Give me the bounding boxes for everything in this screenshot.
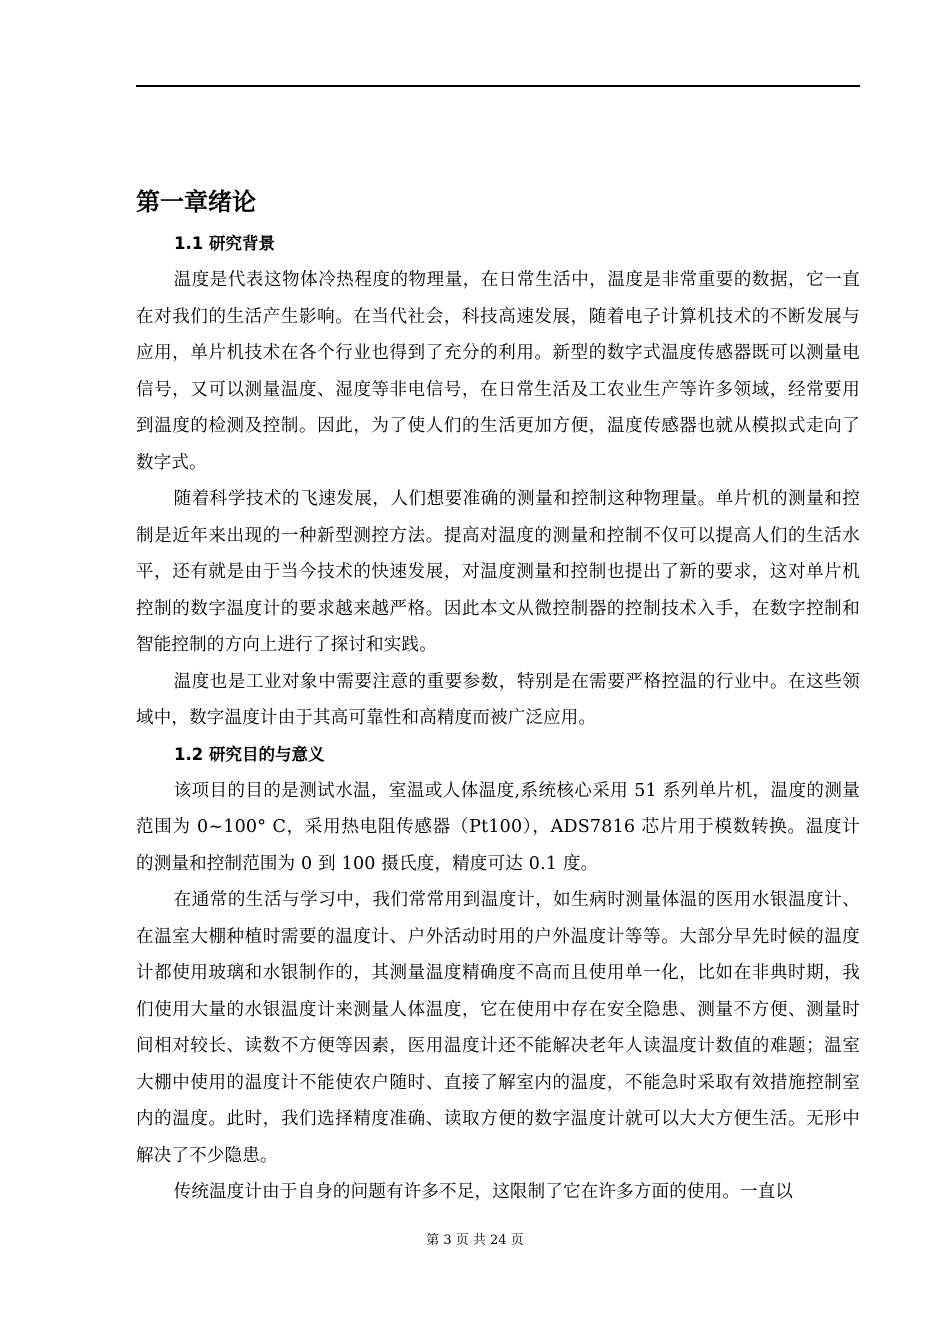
paragraph: 温度是代表这物体冷热程度的物理量，在日常生活中，温度是非常重要的数据，它一直在对我们的生活产生影响。在当代社会，科技高速发展，随着电子计算机技术的不断发展与应用，单片机技术在各个行业也得到了充分的利用。新型的数字式温度传感器既可以测量电信号，又可以测量温度、湿度等非电信号，在日常生活及工农业生产等许多领域，经常要用到温度的检测及控制。因此，为了使人们的生活更加方便，温度传感器也就从模拟式走向了数字式。 bbox=[136, 270, 860, 473]
paragraph: 传统温度计由于自身的问题有许多不足，这限制了它在许多方面的使用。一直以 bbox=[173, 1182, 794, 1202]
section-heading: 1.1 研究背景 bbox=[174, 234, 275, 253]
page-footer: 第 3 页 共 24 页 bbox=[426, 1233, 524, 1248]
chapter-title: 第一章绪论 bbox=[136, 188, 256, 216]
paragraph: 在通常的生活与学习中，我们常常用到温度计，如生病时测量体温的医用水银温度计、在温室大棚种植时需要的温度计、户外活动时用的户外温度计等等。大部分早先时候的温度计都使用玻璃和水银制作的，其测量温度精确度不高而且使用单一化，比如在非典时期，我们使用大量的水银温度计来测量人体温度，它在使用中存在安全隐患、测量不方便、测量时间相对较长、读数不方便等因素，医用温度计还不能解决老年人读温度计数值的难题；温室大棚中使用的温度计不能使农户随时、直接了解室内的温度，不能急时采取有效措施控制室内的温度。此时，我们选择精度准确、读取方便的数字温度计就可以大大方便生活。无形中解决了不少隐患。 bbox=[136, 890, 860, 1166]
page-body bbox=[136, 184, 860, 1211]
paragraph: 随着科学技术的飞速发展，人们想要准确的测量和控制这种物理量。单片机的测量和控制是近年来出现的一种新型测控方法。提高对温度的测量和控制不仅可以提高人们的生活水平，还有就是由于当今技术的快速发展，对温度测量和控制也提出了新的要求，这对单片机控制的数字温度计的要求越来越严格。因此本文从微控制器的控制技术入手，在数字控制和智能控制的方向上进行了探讨和实践。 bbox=[136, 489, 860, 655]
paragraph: 温度也是工业对象中需要注意的重要参数，特别是在需要严格控温的行业中。在这些领域中，数字温度计由于其高可靠性和高精度而被广泛应用。 bbox=[136, 671, 860, 728]
section-heading: 1.2 研究目的与意义 bbox=[174, 744, 325, 764]
paragraph: 该项目的目的是测试水温，室温或人体温度,系统核心采用 51 系列单片机，温度的测量范围为 0~100° C，采用热电阻传感器（Pt100），ADS7816 芯片用于模数转换。温度计的测量和控制范围为 0 到 100 摄氏度，精度可达 0.1 度。 bbox=[136, 780, 860, 874]
header-rule bbox=[136, 85, 860, 87]
